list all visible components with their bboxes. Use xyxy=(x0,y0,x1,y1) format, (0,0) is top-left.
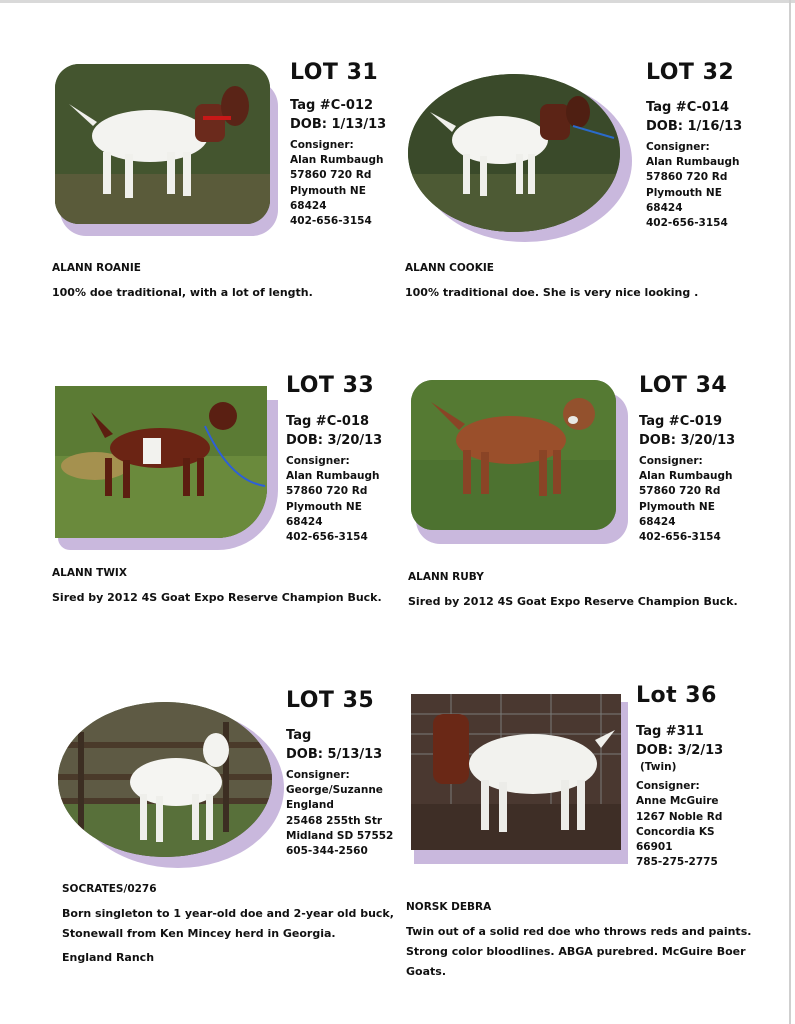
description-line: Stonewall from Ken Mincey herd in Georgia. xyxy=(62,927,336,940)
lot-32-tag: Tag #C-014 xyxy=(646,100,730,115)
lot-35-goat-name: SOCRATES/0276 xyxy=(62,883,157,895)
lot-33-consigner-line: 68424 xyxy=(286,515,323,528)
lot-34-title: LOT 34 xyxy=(639,373,728,398)
lot-32-info xyxy=(646,98,742,231)
lot-36-consigner-line: Anne McGuire xyxy=(636,795,719,808)
lot-32-dob: DOB: 1/16/13 xyxy=(646,119,743,134)
lot-33-consigner-line: Plymouth NE xyxy=(286,500,362,513)
lot-35-consigner-line: Midland SD 57552 xyxy=(286,829,394,842)
lot-31-dob: DOB: 1/13/13 xyxy=(290,117,387,132)
lot-35-dob: DOB: 5/13/13 xyxy=(286,747,383,762)
lot-36-consigner-line: Concordia KS xyxy=(636,825,715,838)
lot-35-tag: Tag xyxy=(286,728,312,743)
lot-33-consigner-line: 57860 720 Rd xyxy=(286,485,368,498)
lot-32-consigner-line: Plymouth NE xyxy=(646,186,722,199)
lot-34-goat-name: ALANN RUBY xyxy=(408,571,484,583)
lot-33-title: LOT 33 xyxy=(286,373,375,398)
description-line: Sired by 2012 4S Goat Expo Reserve Champion Buck. xyxy=(52,591,382,604)
lot-35-consigner-line: 25468 255th Str xyxy=(286,814,383,827)
lot-33-consigner-label: Consigner: xyxy=(286,455,350,467)
lot-34-description xyxy=(408,592,738,612)
lot-32-consigner-label: Consigner: xyxy=(646,141,710,153)
lot-31-consigner-line: Alan Rumbaugh xyxy=(290,154,384,167)
lot-33-tag: Tag #C-018 xyxy=(286,414,370,429)
lot-34-dob: DOB: 3/20/13 xyxy=(639,433,736,448)
lot-36-description xyxy=(406,922,751,982)
lot-35-info xyxy=(286,726,393,859)
description-line: Sired by 2012 4S Goat Expo Reserve Champion Buck. xyxy=(408,595,738,608)
lot-34-info xyxy=(639,412,735,545)
lot-34-photo xyxy=(411,380,616,530)
page-top-edge xyxy=(0,0,795,3)
lot-35-consigner-label: Consigner: xyxy=(286,769,350,781)
lot-35-consigner-line: George/Suzanne xyxy=(286,784,383,797)
description-line: Twin out of a solid red doe who throws reds and paints. xyxy=(406,925,752,938)
lot-36-tag: Tag #311 xyxy=(636,724,704,739)
lot-32-consigner-line: Alan Rumbaugh xyxy=(646,156,740,169)
lot-33-photo xyxy=(55,386,267,538)
lot-31-title: LOT 31 xyxy=(290,60,379,85)
lot-31-tag: Tag #C-012 xyxy=(290,98,374,113)
lot-31-goat-name: ALANN ROANIE xyxy=(52,262,141,274)
lot-32-photo xyxy=(408,74,620,232)
lot-34-consigner-line: 68424 xyxy=(639,515,676,528)
lot-31-consigner-line: Plymouth NE xyxy=(290,184,366,197)
lot-31-consigner-line: 402-656-3154 xyxy=(290,215,372,228)
lot-34-tag: Tag #C-019 xyxy=(639,414,723,429)
lot-32-consigner-line: 57860 720 Rd xyxy=(646,171,728,184)
lot-33-dob: DOB: 3/20/13 xyxy=(286,433,383,448)
lot-32-description xyxy=(405,283,698,303)
lot-36-consigner-label: Consigner: xyxy=(636,780,700,793)
lot-36-dob: DOB: 3/2/13 xyxy=(636,743,724,758)
lot-36-info xyxy=(636,722,723,870)
lot-35-photo xyxy=(58,702,272,857)
lot-33-description xyxy=(52,588,382,608)
lot-31-info xyxy=(290,96,386,229)
lot-33-info xyxy=(286,412,382,545)
description-line: Goats. xyxy=(406,965,446,978)
lot-35-title: LOT 35 xyxy=(286,688,375,713)
lot-34-consigner-line: 402-656-3154 xyxy=(639,531,721,544)
lot-36-extra: (Twin) xyxy=(640,761,677,773)
description-line: England Ranch xyxy=(62,951,155,964)
lot-32-consigner-line: 402-656-3154 xyxy=(646,217,728,230)
lot-31-photo xyxy=(55,64,270,224)
lot-35-consigner-line: 605-344-2560 xyxy=(286,845,368,858)
lot-34-consigner-line: Plymouth NE xyxy=(639,500,715,513)
lot-36-goat-name: NORSK DEBRA xyxy=(406,901,492,913)
description-line: 100% traditional doe. She is very nice looking . xyxy=(405,286,699,299)
lot-31-consigner-label: Consigner: xyxy=(290,139,354,151)
lot-32-goat-name: ALANN COOKIE xyxy=(405,262,494,274)
lot-31-consigner-line: 68424 xyxy=(290,199,327,212)
lot-33-consigner-line: Alan Rumbaugh xyxy=(286,470,380,483)
lot-36-title: Lot 36 xyxy=(636,683,717,708)
lot-34-consigner-label: Consigner: xyxy=(639,455,703,467)
lot-36-consigner-line: 785-275-2775 xyxy=(636,856,718,869)
lot-35-description xyxy=(62,904,394,968)
lot-36-consigner-line: 1267 Noble Rd xyxy=(636,810,723,823)
lot-34-consigner-line: Alan Rumbaugh xyxy=(639,470,733,483)
lot-32-title: LOT 32 xyxy=(646,60,735,85)
page-right-edge xyxy=(789,0,791,1024)
description-line: Strong color bloodlines. ABGA purebred. McGuire Boer xyxy=(406,945,746,958)
lot-36-photo xyxy=(411,694,621,850)
lot-33-goat-name: ALANN TWIX xyxy=(52,567,127,579)
lot-33-consigner-line: 402-656-3154 xyxy=(286,531,368,544)
description-line: Born singleton to 1 year-old doe and 2-year old buck, xyxy=(62,907,394,920)
lot-35-consigner-line: England xyxy=(286,799,334,812)
lot-34-consigner-line: 57860 720 Rd xyxy=(639,485,721,498)
lot-31-description xyxy=(52,283,313,303)
lot-31-consigner-line: 57860 720 Rd xyxy=(290,169,372,182)
description-line: 100% doe traditional, with a lot of length. xyxy=(52,286,313,299)
lot-32-consigner-line: 68424 xyxy=(646,201,683,214)
lot-36-consigner-line: 66901 xyxy=(636,841,673,854)
